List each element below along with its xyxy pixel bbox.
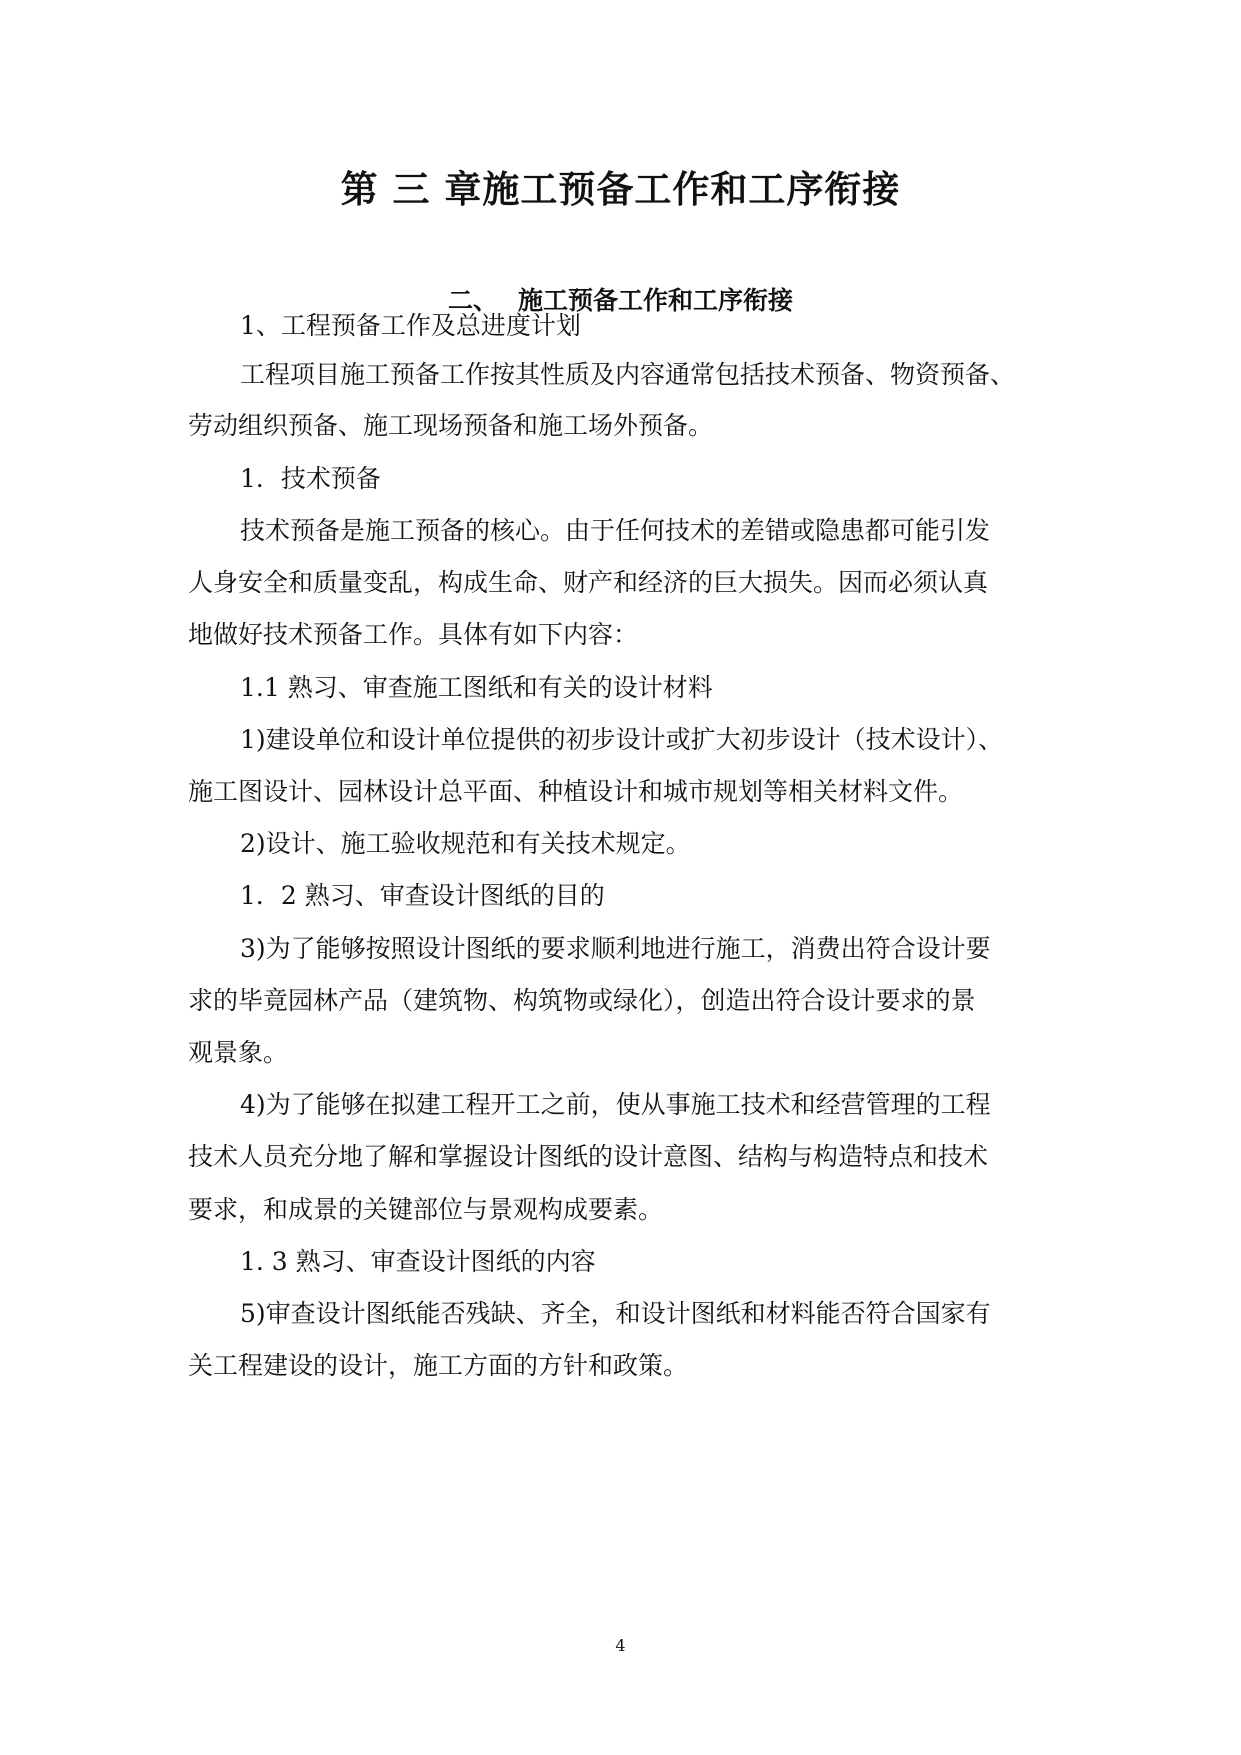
- paragraph-line: 观景象。: [188, 1038, 289, 1067]
- paragraph-line: 2)设计、施工验收规范和有关技术规定。: [240, 829, 691, 858]
- chapter-title: 第 三 章施工预备工作和工序衔接: [340, 168, 901, 211]
- paragraph-line: 5)审查设计图纸能否残缺、齐全，和设计图纸和材料能否符合国家有: [240, 1299, 991, 1328]
- section-number: 二、: [447, 286, 498, 315]
- paragraph-line: 人身安全和质量变乱，构成生命、财产和经济的巨大损失。因而必须认真: [188, 568, 989, 597]
- paragraph-line: 求的毕竟园林产品（建筑物、构筑物或绿化），创造出符合设计要求的景: [188, 986, 976, 1015]
- paragraph-line: 施工图设计、园林设计总平面、种植设计和城市规划等相关材料文件。: [188, 777, 964, 806]
- paragraph-line: 4)为了能够在拟建工程开工之前，使从事施工技术和经营管理的工程: [240, 1090, 991, 1119]
- subheading: 1.1 熟习、审查施工图纸和有关的设计材料: [240, 673, 713, 702]
- numbered-heading: 1、工程预备工作及总进度计划: [240, 311, 581, 340]
- section-title-text: 施工预备工作和工序衔接: [518, 286, 794, 315]
- subheading: 1. 3 熟习、审查设计图纸的内容: [240, 1247, 596, 1276]
- paragraph-line: 技术预备是施工预备的核心。由于任何技术的差错或隐患都可能引发: [240, 516, 991, 545]
- paragraph-line: 1)建设单位和设计单位提供的初步设计或扩大初步设计（技术设计）、: [240, 725, 1004, 754]
- paragraph-line: 3)为了能够按照设计图纸的要求顺利地进行施工，消费出符合设计要: [240, 934, 991, 963]
- subheading: 1．技术预备: [240, 464, 381, 493]
- subheading: 1．2 熟习、审查设计图纸的目的: [240, 881, 605, 910]
- paragraph-line: 关工程建设的设计，施工方面的方针和政策。: [188, 1351, 689, 1380]
- page-number: 4: [615, 1636, 626, 1655]
- paragraph-line: 地做好技术预备工作。具体有如下内容：: [188, 620, 639, 649]
- paragraph-line: 技术人员充分地了解和掌握设计图纸的设计意图、结构与构造特点和技术: [188, 1142, 989, 1171]
- paragraph-line: 劳动组织预备、施工现场预备和施工场外预备。: [188, 411, 714, 440]
- paragraph-line: 工程项目施工预备工作按其性质及内容通常包括技术预备、物资预备、: [240, 360, 1016, 389]
- paragraph-line: 要求，和成景的关键部位与景观构成要素。: [188, 1195, 664, 1224]
